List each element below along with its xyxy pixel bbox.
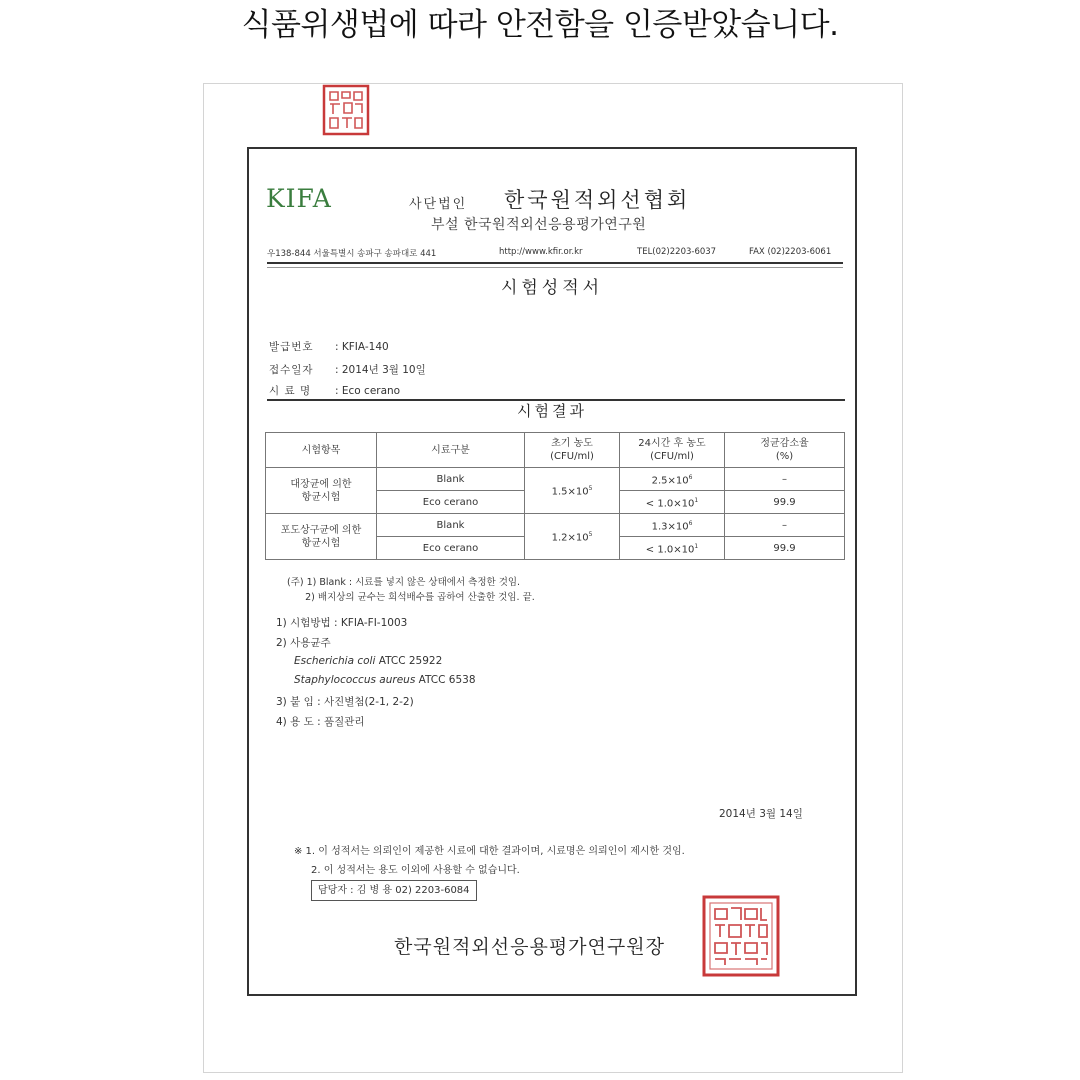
sample-cell: Blank — [377, 514, 525, 537]
address-text: 우138-844 서울특별시 송파구 송파대로 441 — [267, 249, 437, 259]
info-receipt-date — [269, 362, 426, 377]
info-sample-name — [269, 383, 400, 398]
header-24h-conc — [620, 433, 725, 468]
test-method-line: 1) 시험방법 : KFIA-FI-1003 — [276, 617, 408, 629]
after-conc-base: 2.5×10 — [651, 475, 689, 487]
certificate-frame — [247, 147, 857, 996]
after-conc-base: < 1.0×10 — [645, 544, 695, 556]
initial-conc-base: 1.2×10 — [551, 532, 589, 544]
certificate-paper — [203, 83, 903, 1073]
strain-staph — [294, 674, 476, 686]
header-sample-type — [377, 433, 525, 468]
rate-cell: 99.9 — [725, 537, 845, 560]
initial-conc-base: 1.5×10 — [551, 486, 589, 498]
test-item-cell — [266, 468, 377, 514]
sample-cell: Blank — [377, 468, 525, 491]
strain-name: Staphylococcus aureus — [294, 674, 416, 686]
test-item-text: 대장균에 의한 항균시험 — [290, 478, 352, 503]
top-seal-stamp — [321, 84, 371, 136]
sub-organization: 부설 한국원적외선응용평가연구원 — [431, 217, 647, 233]
info-value: : Eco cerano — [335, 385, 401, 397]
attachment-line: 3) 붙 임 : 사진별첨(2-1, 2-2) — [276, 696, 414, 708]
strain-code: ATCC 6538 — [415, 674, 476, 686]
table-note-2: 2) 배지상의 균수는 희석배수를 곱하여 산출한 것임. 끝. — [287, 592, 535, 603]
corp-prefix: 사단법인 — [409, 197, 468, 212]
header-text: 정균감소율 (%) — [760, 438, 809, 462]
document-title: 시험성적서 — [500, 278, 604, 298]
header-test-item — [266, 433, 377, 468]
after-conc-base: 1.3×10 — [651, 521, 689, 533]
header-text: 24시간 후 농도 (CFU/ml) — [638, 438, 706, 462]
after-conc-exp: 1 — [694, 542, 699, 550]
initial-conc-cell — [525, 514, 620, 560]
info-issue-number — [269, 339, 389, 354]
after-conc-cell — [620, 537, 725, 560]
rate-cell: 99.9 — [725, 491, 845, 514]
after-conc-cell — [620, 491, 725, 514]
contact-info-row — [267, 247, 843, 261]
table-note-1: (주) 1) Blank : 시료를 넣지 않은 상태에서 측정한 것임. — [287, 577, 521, 588]
director-signature-line: 한국원적외선응용평가연구원장 — [394, 936, 665, 958]
test-item-cell — [266, 514, 377, 560]
test-item-text: 포도상구균에 의한 항균시험 — [280, 524, 362, 549]
official-seal-stamp — [701, 894, 781, 978]
results-table — [265, 432, 845, 560]
sample-cell: Eco cerano — [377, 537, 525, 560]
table-row — [266, 468, 845, 491]
strain-ecoli — [294, 655, 442, 667]
fax-text: FAX (02)2203-6061 — [749, 247, 832, 257]
header-reduction-rate — [725, 433, 845, 468]
strain-code: ATCC 25922 — [375, 655, 443, 667]
remark-2: 2. 이 성적서는 용도 이외에 사용할 수 없습니다. — [311, 865, 520, 876]
header-initial-conc — [525, 433, 620, 468]
after-conc-cell — [620, 514, 725, 537]
info-value: : 2014년 3월 10일 — [335, 364, 426, 376]
organization-name: 한국원적외선협회 — [504, 188, 691, 212]
purpose-line: 4) 용 도 : 품질관리 — [276, 716, 365, 728]
strains-heading: 2) 사용균주 — [276, 637, 331, 649]
after-conc-exp: 6 — [688, 519, 693, 527]
strain-name: Escherichia coli — [294, 655, 376, 667]
issue-date: 2014년 3월 14일 — [719, 808, 803, 820]
after-conc-base: < 1.0×10 — [645, 498, 695, 510]
results-title: 시험결과 — [517, 402, 587, 420]
info-value: : KFIA-140 — [335, 341, 389, 353]
tel-text: TEL(02)2203-6037 — [637, 247, 717, 257]
info-label: 접수일자 — [269, 364, 314, 376]
rate-cell: – — [725, 468, 845, 491]
rate-cell: – — [725, 514, 845, 537]
initial-conc-exp: 5 — [588, 531, 593, 539]
sample-cell: Eco cerano — [377, 491, 525, 514]
initial-conc-cell — [525, 468, 620, 514]
info-label: 시 료 명 — [269, 385, 312, 397]
header-text: 초기 농도 (CFU/ml) — [550, 438, 594, 462]
table-header-row — [266, 433, 845, 468]
table-row — [266, 514, 845, 537]
info-label: 발급번호 — [269, 341, 314, 353]
kifa-logo: KIFA — [266, 184, 332, 213]
after-conc-exp: 1 — [694, 496, 699, 504]
header-text: 시료구분 — [431, 444, 470, 456]
contact-box: 담당자 : 김 병 용 02) 2203-6084 — [311, 880, 477, 901]
remark-1: ※ 1. 이 성적서는 의뢰인이 제공한 시료에 대한 결과이며, 시료명은 의뢰인이 제시한 것임. — [294, 846, 685, 857]
after-conc-exp: 6 — [688, 473, 693, 481]
header-text: 시험항목 — [301, 444, 341, 456]
page-headline: 식품위생법에 따라 안전함을 인증받았습니다. — [241, 7, 839, 43]
website-text: http://www.kfir.or.kr — [499, 247, 583, 257]
initial-conc-exp: 5 — [588, 485, 593, 493]
header-divider — [267, 262, 843, 268]
after-conc-cell — [620, 468, 725, 491]
